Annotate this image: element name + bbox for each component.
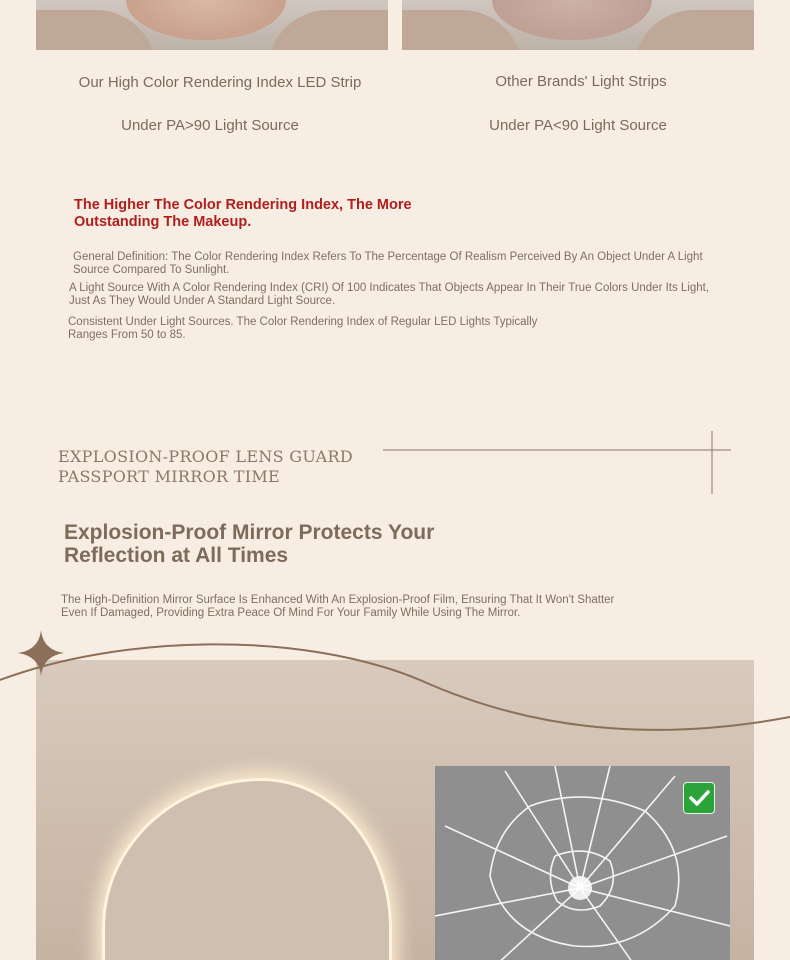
section-description: The High-Definition Mirror Surface Is Enhanced With An Explosion-Proof Film, Ensuring That It Won't Shatter Even If Damaged, Providing Extra Peace Of Mind For Your Family While Using The Mirror. — [61, 594, 615, 619]
cri-range: Consistent Under Light Sources. The Color Rendering Index of Regular LED Lights Typically Ranges From 50 to 85. — [68, 316, 538, 341]
right-subcaption: Under PA<90 Light Source — [489, 117, 667, 134]
section-title: Explosion-Proof Mirror Protects Your Reflection at All Times — [64, 521, 435, 567]
cri-title: The Higher The Color Rendering Index, The More Outstanding The Makeup. — [74, 197, 412, 230]
other-brand-photo — [402, 0, 754, 50]
our-strip-photo — [36, 0, 388, 50]
left-subcaption: Under PA>90 Light Source — [121, 117, 299, 134]
mirror-illustration — [102, 778, 392, 960]
shattered-glass-image — [435, 766, 730, 960]
decorative-curve — [0, 625, 790, 745]
eyebrow-line-2: PASSPORT MIRROR TIME — [58, 467, 280, 486]
eyebrow-line-1: EXPLOSION-PROOF LENS GUARD — [58, 447, 353, 466]
header-divider-lines — [380, 428, 740, 498]
sparkle-icon — [18, 630, 64, 676]
cri-definition: General Definition: The Color Rendering Index Refers To The Percentage Of Realism Perceived By An Object Under A Light Source Compared To Sunlight. — [73, 251, 703, 276]
right-caption: Other Brands' Light Strips — [495, 73, 667, 90]
left-caption: Our High Color Rendering Index LED Strip — [78, 74, 362, 91]
cri-explanation: A Light Source With A Color Rendering Index (CRI) Of 100 Indicates That Objects Appear In Their True Colors Under Its Light, Just As They Would Under A Standard Light Source. — [69, 282, 710, 307]
checkmark-icon — [683, 782, 715, 814]
section-eyebrow — [58, 447, 353, 487]
